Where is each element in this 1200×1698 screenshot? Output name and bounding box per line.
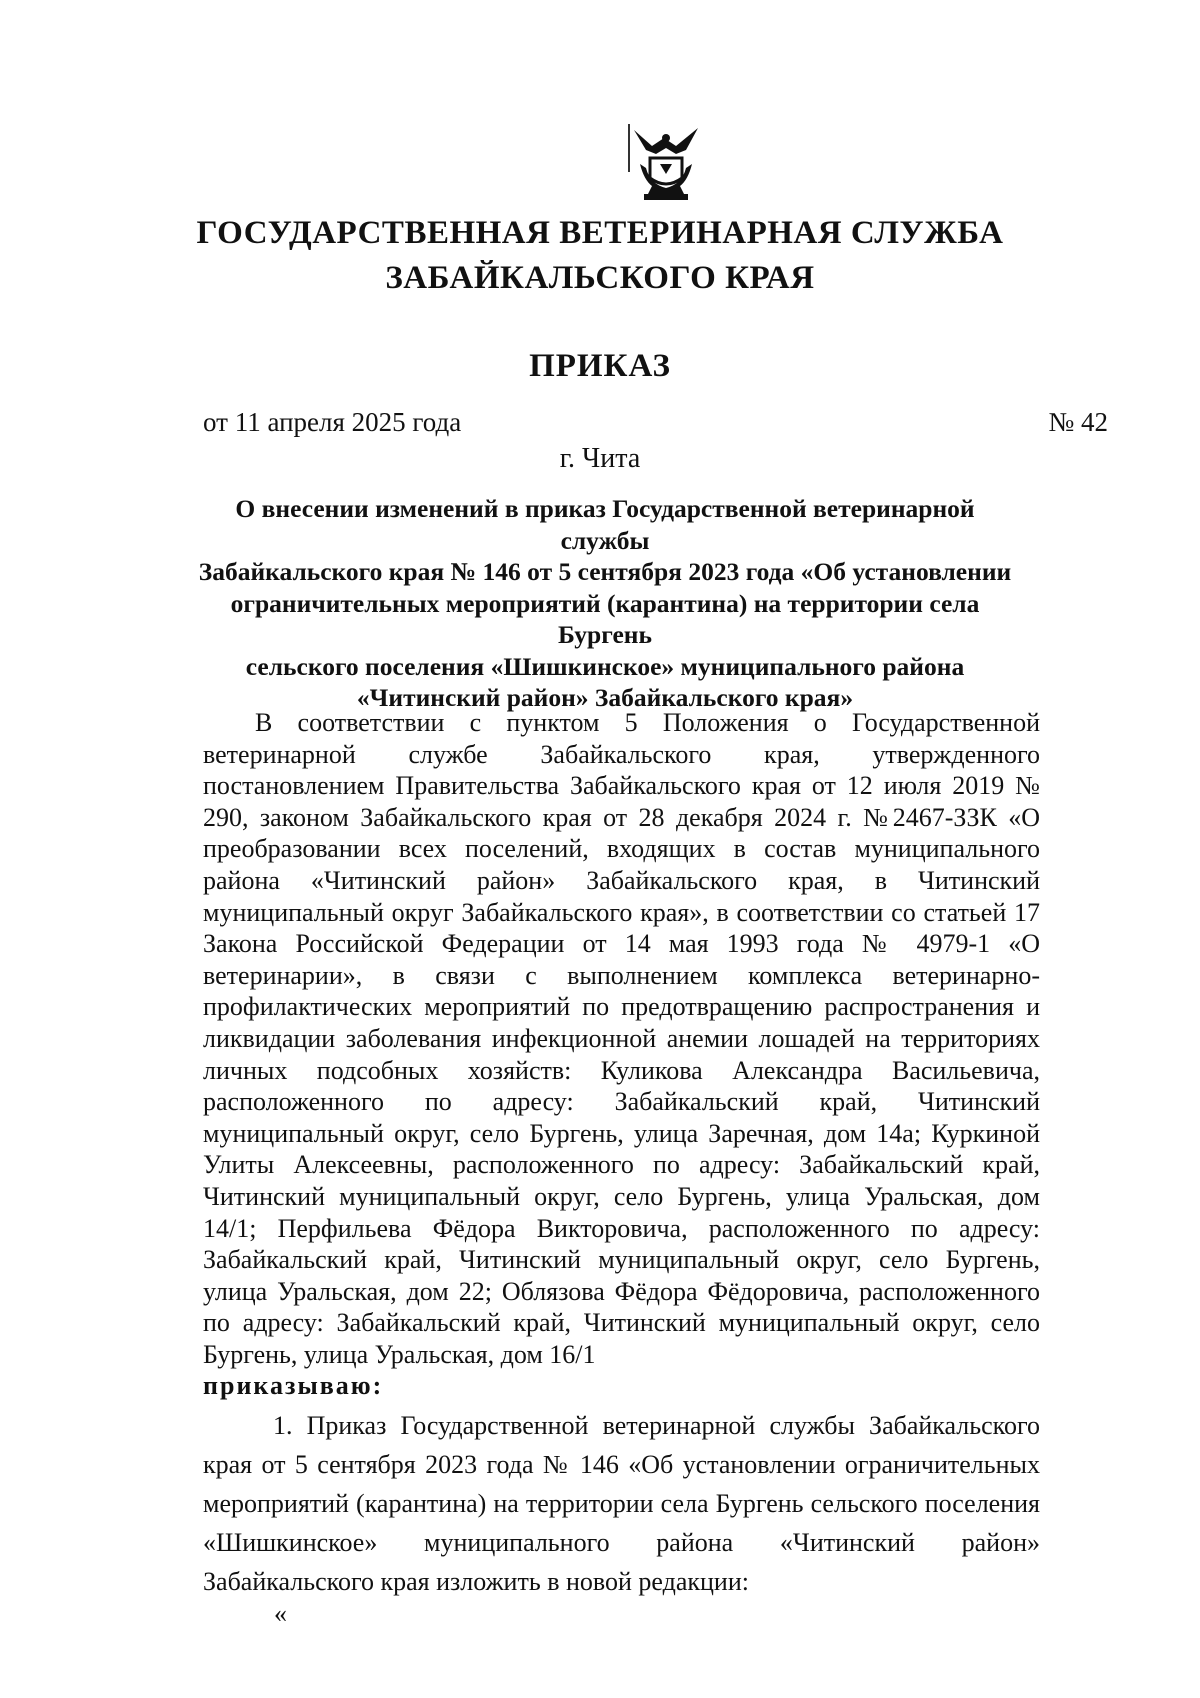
- subject-line: сельского поселения «Шишкинское» муниципального района: [245, 651, 965, 681]
- subject-line: «Читинский район» Забайкальского края»: [356, 683, 854, 712]
- order-date: от 11 апреля 2025 года: [203, 407, 462, 437]
- preamble-paragraph: В соответствии с пунктом 5 Положения о Государственной ветеринарной службе Забайкальского края, утвержденного постановлением Правительства Забайкальского края от 12 июля 2019 № 290, законом Забайкальского края от 28 декабря 2024 г. №2467-ЗЗК «О преобразовании всех поселений, входящих в состав муниципального района «Читинский район» Забайкальского края, в Читинский муниципальный округ Забайкальского края», в соответствии со статьей 17 Закона Российской Федерации от 14 мая 1993 года № 4979-1 «О ветеринарии», в связи с выполнением комплекса ветеринарно-профилактических мероприятий по предотвращению распространения и ликвидации заболевания инфекционной анемии лошадей на территориях личных подсобных хозяйств: Куликова Александра Васильевича, расположенного по адресу: Забайкальский край, Читинский муниципальный округ, село Бургень, улица Заречная, дом 14а; Куркиной Улиты Алексеевны, расположенного по адресу: Забайкальский край, Читинский муниципальный округ, село Бургень, улица Уральская, дом 14/1; Перфильева Фёдора Викторовича, расположенного по адресу: Забайкальский край, Читинский муниципальный округ, село Бургень, улица Уральская, дом 22; Облязова Фёдора Фёдоровича, расположенного по адресу: Забайкальский край, Читинский муниципальный округ, село Бургень, улица Уральская, дом 16/1: [203, 708, 1040, 1369]
- opening-quote: «: [274, 1599, 287, 1628]
- order-directive: приказываю:: [203, 1371, 384, 1401]
- document-type: ПРИКАЗ: [529, 348, 671, 384]
- org-title-line1: ГОСУДАРСТВЕННАЯ ВЕТЕРИНАРНАЯ СЛУЖБА: [196, 215, 1004, 251]
- order-city: г. Чита: [559, 443, 641, 474]
- subject-line: Забайкальского края № 146 от 5 сентября 2023 года «Об установлении: [198, 557, 1012, 586]
- order-number: № 42: [1048, 407, 1108, 437]
- order-body: [203, 707, 1040, 1601]
- subject-line: О внесении изменений в приказ Государственной ветеринарной службы: [235, 494, 975, 555]
- order-item-1: 1. Приказ Государственной ветеринарной службы Забайкальского края от 5 сентября 2023 года № 146 «Об установлении ограничительных мероприятий (карантина) на территории села Бургень сельского поселения «Шишкинское» муниципального района «Читинский район» Забайкальского края изложить в новой редакции:: [203, 1411, 1040, 1597]
- org-title-line2: ЗАБАЙКАЛЬСКОГО КРАЯ: [385, 260, 815, 296]
- order-subject: [190, 493, 1020, 714]
- coat-of-arms-icon: [628, 124, 704, 204]
- subject-line: ограничительных мероприятий (карантина) на территории села Бургень: [230, 588, 980, 649]
